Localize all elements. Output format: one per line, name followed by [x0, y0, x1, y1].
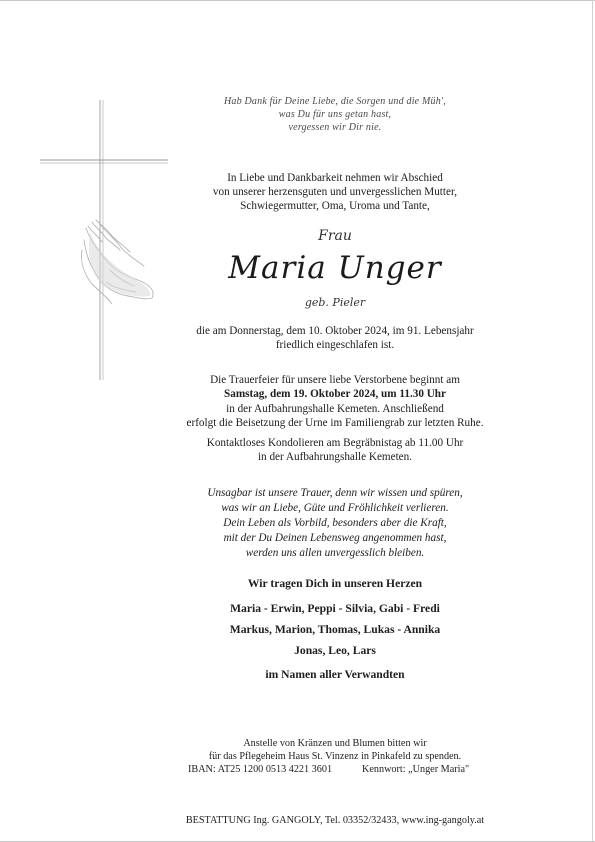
- condolence-line-1: Kontaktloses Kondolieren am Begräbnistag ab 11.00 Uhr: [206, 437, 464, 449]
- donation-reference: Kennwort: „Unger Maria": [362, 764, 470, 775]
- donation-line-2: für das Pflegeheim Haus St. Vinzenz in Pinkafeld zu spenden.: [208, 751, 462, 762]
- page-top-edge: [0, 0, 595, 1]
- verse-top-line-2: was Du für uns getan hast,: [278, 109, 392, 120]
- poem-line-5: werden uns allen unvergesslich bleiben.: [245, 547, 425, 559]
- death-notice-line-2: friedlich eingeschlafen ist.: [275, 339, 395, 351]
- family-names-line-2: Markus, Marion, Thomas, Lukas - Annika: [229, 623, 441, 636]
- family-closing: im Namen aller Verwandten: [265, 668, 405, 681]
- ceremony-line-1: Die Trauerfeier für unsere liebe Verstorbene beginnt am: [210, 374, 460, 386]
- ceremony-date: Samstag, dem 19. Oktober 2024, um 11.30 Uhr: [224, 388, 446, 400]
- poem-line-1: Unsagbar ist unsere Trauer, denn wir wissen und spüren,: [207, 487, 463, 499]
- family-heading: Wir tragen Dich in unseren Herzen: [247, 577, 423, 590]
- poem-line-3: Dein Leben als Vorbild, besonders aber die Kraft,: [223, 517, 447, 529]
- ceremony-line-3: in der Aufbahrungshalle Kemeten. Anschließend: [226, 403, 444, 415]
- donation-iban: IBAN: AT25 1200 0513 4221 3601: [188, 764, 333, 775]
- condolence-line-2: in der Aufbahrungshalle Kemeten.: [257, 451, 413, 463]
- family-names-line-1: Maria - Erwin, Peppi - Silvia, Gabi - Fredi: [230, 602, 440, 615]
- intro-line-1: In Liebe und Dankbarkeit nehmen wir Abschied: [227, 172, 443, 184]
- intro-line-2: von unserer herzensguten und unvergesslichen Mutter,: [212, 186, 458, 198]
- intro-line-3: Schwiegermutter, Oma, Uroma und Tante,: [240, 200, 430, 212]
- family-names-line-3: Jonas, Leo, Lars: [294, 644, 376, 657]
- verse-top-line-1: Hab Dank für Deine Liebe, die Sorgen und die Müh',: [223, 96, 446, 107]
- page-right-edge: [592, 0, 593, 842]
- birth-name: geb. Pieler: [304, 296, 366, 309]
- verse-top-line-3: vergessen wir Dir nie.: [288, 122, 382, 133]
- salutation: Frau: [318, 228, 352, 244]
- poem-line-4: mit der Du Deinen Lebensweg angenommen hast,: [223, 532, 447, 544]
- poem-line-2: was wir an Liebe, Güte und Fröhlichkeit verlieren.: [221, 502, 449, 514]
- donation-line-1: Anstelle von Kränzen und Blumen bitten wir: [243, 738, 427, 749]
- deceased-name: Maria Unger: [228, 250, 442, 286]
- ceremony-line-4: erfolgt die Beisetzung der Urne im Familiengrab zur letzten Ruhe.: [186, 417, 484, 429]
- death-notice-line-1: die am Donnerstag, dem 10. Oktober 2024, im 91. Lebensjahr: [196, 325, 474, 337]
- footer-funeral-home: BESTATTUNG Ing. GANGOLY, Tel. 03352/32433, www.ing-gangoly.at: [185, 815, 485, 826]
